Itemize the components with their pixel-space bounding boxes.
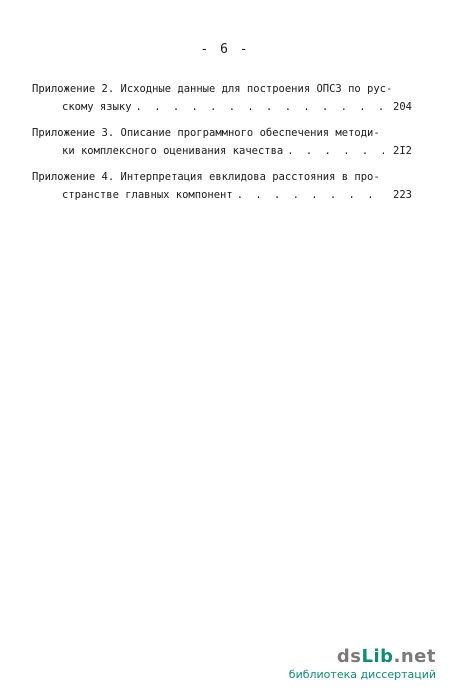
toc-entry-title: Приложение 2. Исходные данные для построения ОПСЗ по рус- [32,83,393,95]
toc-entry-title-continuation: скому языку [62,101,132,113]
toc-entry-title: Приложение 4. Интерпретация евклидова расстояния в про- [32,171,380,183]
dot-leader [136,98,384,116]
dslib-logo: dsLib.net [336,646,436,667]
dslib-watermark [256,646,436,681]
toc-entry-page-number: 2I2 [393,145,412,157]
toc-entry-title-continuation: ки комплексного оценивания качества [62,145,284,157]
toc-entry-page-number: 223 [393,189,412,201]
dot-leader [287,142,384,160]
toc-entry-appendix-2 [32,80,412,116]
toc-entry-page-number: 204 [393,101,412,113]
dslib-tagline: библиотека диссертаций [288,668,436,681]
toc-entry-appendix-4 [32,168,412,204]
toc-entry-appendix-3 [32,124,412,160]
page-number: - 6 - [200,42,250,57]
toc-entry-title: Приложение 3. Описание программного обеспечения методи- [32,127,380,139]
table-of-contents [32,80,412,212]
toc-entry-title-continuation: странстве главных компонент [62,189,233,201]
dot-leader [237,186,384,204]
